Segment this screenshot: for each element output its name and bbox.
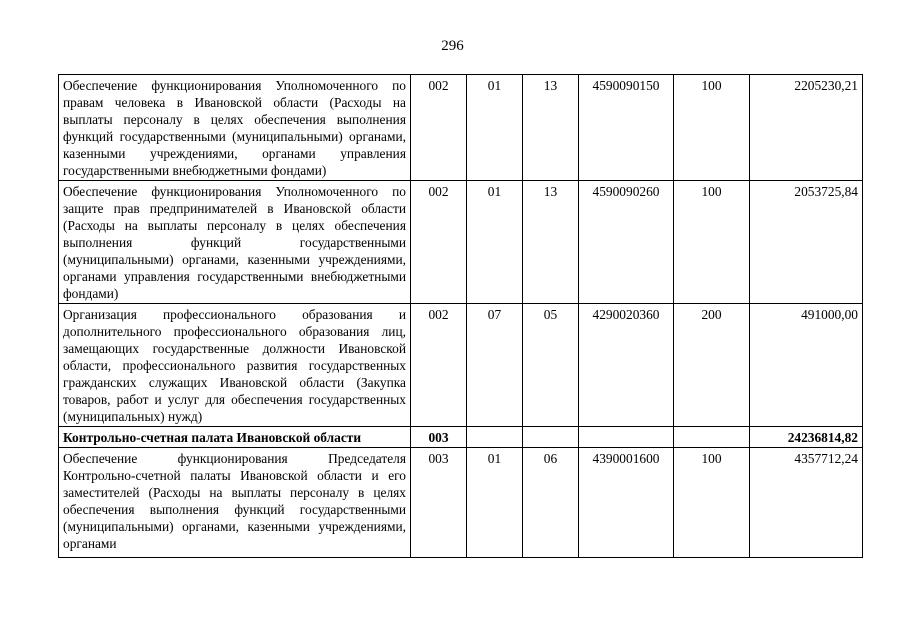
amount: 2053725,84 (750, 181, 863, 304)
table-row-header (59, 427, 863, 448)
ministry-code: 003 (411, 448, 467, 558)
expense-type-code: 200 (674, 304, 750, 427)
subsection-code: 05 (523, 304, 579, 427)
amount: 2205230,21 (750, 75, 863, 181)
subsection-code: 13 (523, 75, 579, 181)
row-name: Контрольно-счетная палата Ивановской области (59, 427, 411, 448)
ministry-code: 003 (411, 427, 467, 448)
expense-type-code: 100 (674, 448, 750, 558)
section-code: 01 (467, 448, 523, 558)
table-row (59, 181, 863, 304)
target-item-code (579, 427, 674, 448)
ministry-code: 002 (411, 75, 467, 181)
subsection-code: 06 (523, 448, 579, 558)
row-name: Обеспечение функционирования Уполномоченного по правам человека в Ивановской области (Расходы на выплаты персоналу в целях обеспечения выполнения функций государственными (муниципальными) органами, казенными учреждениями, органами управления государственными внебюджетными фондами) (59, 75, 411, 181)
subsection-code (523, 427, 579, 448)
section-code (467, 427, 523, 448)
section-code: 01 (467, 181, 523, 304)
amount: 4357712,24 (750, 448, 863, 558)
target-item-code: 4390001600 (579, 448, 674, 558)
table-row (59, 75, 863, 181)
row-name: Обеспечение функционирования Председателя Контрольно-счетной палаты Ивановской области и его заместителей (Расходы на выплаты персоналу в целях обеспечения выполнения функций государственными (муниципальными) органами, казенными учреждениями, органами (59, 448, 411, 558)
target-item-code: 4290020360 (579, 304, 674, 427)
table-row (59, 304, 863, 427)
section-code: 01 (467, 75, 523, 181)
budget-table (58, 74, 863, 558)
row-name: Обеспечение функционирования Уполномоченного по защите прав предпринимателей в Ивановской области (Расходы на выплаты персоналу в целях обеспечения выполнения функций государственными (муниципальными) органами, казенными учреждениями, органами управления государственными внебюджетными фондами) (59, 181, 411, 304)
target-item-code: 4590090260 (579, 181, 674, 304)
amount: 24236814,82 (750, 427, 863, 448)
expense-type-code: 100 (674, 75, 750, 181)
amount: 491000,00 (750, 304, 863, 427)
ministry-code: 002 (411, 181, 467, 304)
subsection-code: 13 (523, 181, 579, 304)
expense-type-code: 100 (674, 181, 750, 304)
page-number: 296 (441, 38, 464, 54)
target-item-code: 4590090150 (579, 75, 674, 181)
table-row (59, 448, 863, 558)
row-name: Организация профессионального образования и дополнительного профессионального образования лиц, замещающих государственные должности Ивановской области, профессионального развития государственных гражданских служащих Ивановской области (Закупка товаров, работ и услуг для обеспечения государственных (муниципальных) нужд) (59, 304, 411, 427)
section-code: 07 (467, 304, 523, 427)
expense-type-code (674, 427, 750, 448)
ministry-code: 002 (411, 304, 467, 427)
